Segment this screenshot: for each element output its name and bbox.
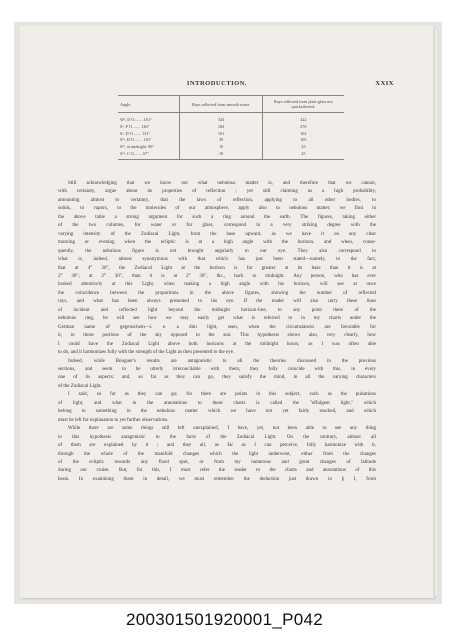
text-line: must be left for explanation to yet further observations. <box>58 417 169 423</box>
table-row <box>118 144 344 151</box>
text-line: I said, so far as they can go; for there are points in this subject, such as the pulsations <box>68 392 376 398</box>
text-line: in this hypothesis antagonistic to the facts of the Zodiacal Light. On the contrary, almost all <box>58 434 376 440</box>
text-line: of the Zodiacal Light. <box>58 383 102 389</box>
text-line: belong to something in the nebulous matter which we have not yet fairly reached, and which <box>58 409 376 415</box>
table-cell-angle: Wˣ, D O........ 161° <box>120 117 152 122</box>
text-line: 2° 30″; at 2° 30″, than it is at 2° 30″, &c., back to midnight. Any person, who has ever <box>58 273 376 279</box>
table-header-row <box>118 96 344 113</box>
text-line: While there are some things still left unexplained, I have, yet, not been able to see any thing <box>68 426 376 432</box>
text-line: solids, to vapors, to the molecules of our atmosphere, apply also to nebulous matter, we find in <box>58 206 376 212</box>
table-row <box>118 137 344 144</box>
table-cell-water: 10 <box>180 144 262 151</box>
table-cell-water: 343 <box>180 113 262 124</box>
table-header-glass: Rays reflected from plate-glass not quicksilvered. <box>262 96 344 113</box>
table-cell-angle: Sˣ, D O........ 131° <box>120 130 151 136</box>
table-header-angle: Angle. <box>118 96 180 113</box>
text-line: looked attentively at this Light, when making a high angle with his horizon, will see at once <box>58 282 376 288</box>
table-cell-angle: Sˣ, P O........ 146° <box>120 123 150 129</box>
text-line: to do, and it harmonizes fully with the strength of the Light as then presented to the eye. <box>58 350 235 356</box>
body-text <box>58 180 376 484</box>
table-cell-water: 184 <box>180 123 262 130</box>
table-body <box>118 113 344 160</box>
running-header-title: INTRODUCTION. <box>186 80 248 87</box>
table-cell-glass: 162 <box>262 130 344 137</box>
table-row <box>118 113 344 124</box>
text-line: Still acknowledging that we know not what nebulous matter is, and therefore that we cannot, <box>68 181 376 186</box>
text-line: morning or evening when the ecliptic is at a high angle with the horizon, and when, conse- <box>58 240 376 246</box>
table-row <box>118 130 344 137</box>
text-line: of light, and what in the annotations to these charts is called the "effulgent light," which <box>58 400 376 406</box>
text-line: through the whole of the manifold changes which the light underwent, either from the changes <box>58 451 376 457</box>
text-line: one of its aspects; and, so far as they can go, they satisfy the mind, in all the varying characters <box>58 375 376 381</box>
page-right-edge <box>433 28 437 596</box>
text-line: of the ecliptic towards any fixed spot, or from my numerous and great changes of latitude <box>58 459 376 465</box>
text-line: of the two columns, for water or for glass, correspond in a very striking degree with the <box>58 223 376 229</box>
table-row <box>118 123 344 130</box>
text-line: it, in those portions of the sky opposed to the sun. This hypothesis shows also, very clearly, how <box>58 333 376 339</box>
table-cell-glass: 270 <box>262 123 344 130</box>
text-line: quently, the nebulous figure is not brought angularly to our eye. They also correspond to <box>58 248 376 254</box>
text-line: during our cruise. But, for this, I must refer the reader to the charts and annotations of this <box>58 468 376 474</box>
text-line: the above table a strong argument for such a ring around the earth. The figures, taking either <box>58 214 376 220</box>
text-line: the coincidence between the proportions in the above figures, showing the number of reflected <box>58 290 376 296</box>
table-cell-water: 10 <box>180 150 262 159</box>
text-line: of them are explained by it ; and they all, as far as I can perceive, fully harmonize with it, <box>58 443 376 449</box>
reflection-table <box>118 95 344 160</box>
text-line: Indeed, while Bouguer's results are antagonistic to all the theories discussed in the previous <box>68 358 376 364</box>
page-number: XXIX <box>375 80 394 87</box>
text-line: amounting almost to certainty, that the laws of reflection, applying to all other bodies, to <box>58 197 376 203</box>
table-cell-water: 39 <box>180 137 262 144</box>
table-cell-glass: 105 <box>262 137 344 144</box>
image-id-caption: 200301501920001_P042 <box>126 610 323 629</box>
text-line: sections, and seem to be utterly irreconcilable with them, they fully coincide with this, in every <box>58 366 376 372</box>
text-line: that at 4° 30″, the Zodiacal Light at the horizon is far greater at its base than it is at <box>58 265 376 271</box>
table-cell-glass: 422 <box>262 113 344 124</box>
text-line: German name of gegenschein—i. e. a dim light, seen, when the circumstances are favorable for <box>58 324 376 330</box>
text-line: varying intensity of the Zodiacal Light, from the base upward, as we have it on any clear <box>58 231 376 237</box>
table-header-water: Rays reflected from smooth water. <box>180 96 262 113</box>
text-line: rays, and what has been always presented to his eye. If the reader will also carry these lines <box>58 299 376 305</box>
table-cell-water: 101 <box>180 130 262 137</box>
table-cell-angle: Sˣˣ, at midnight, 90° <box>120 144 154 150</box>
table-row <box>118 150 344 159</box>
text-line: book. In examining them in detail, we must remember the deduction just drawn in § I, from <box>58 476 376 482</box>
table-cell-glass: 25 <box>262 150 344 159</box>
text-line: nebulous ring, he will see how we may easily get what is referred to in my charts under the <box>58 316 376 322</box>
text-line: with certainty, argue about its properties of reflection ; yet still claiming as a high probability, <box>58 189 376 195</box>
text-line: of incident and reflected light beyond the midnight horizon-line, to any point there of the <box>58 307 376 313</box>
text-line: I could have the Zodiacal Light above both horizons at the midnight hours, as I was often able <box>58 341 376 347</box>
running-header <box>40 80 394 92</box>
table-cell-glass: 25 <box>262 144 344 151</box>
table-cell-angle: Sˣˣ, C O........ 67° <box>118 150 180 159</box>
text-line: what is, indeed, almost synonymous with that which has just been stated—namely, to the fact, <box>58 257 376 263</box>
table-cell-angle: Sˣˣ, H O........ 116° <box>120 137 152 143</box>
